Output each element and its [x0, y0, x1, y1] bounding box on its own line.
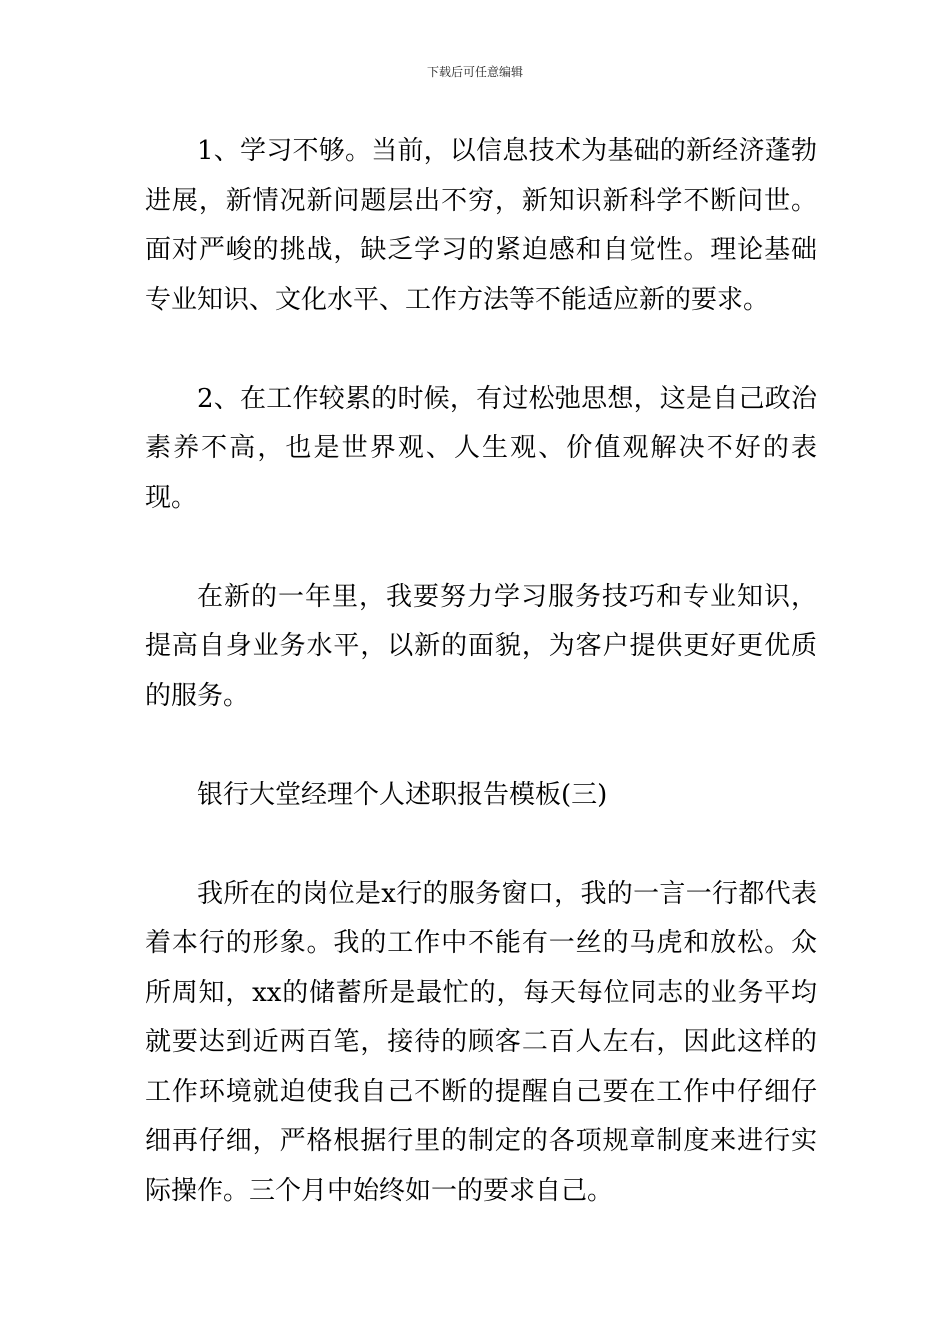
section-heading: 银行大堂经理个人述职报告模板(三) — [197, 779, 608, 810]
paragraph-learning-shortfall: 1、学习不够。当前，以信息技术为基础的新经济蓬勃进展，新情况新问题层出不穷，新知识新科学不断问世。面对严峻的挑战，缺乏学习的紧迫感和自觉性。理论基础专业知识、文化水平、工作方法等不能适应新的要求。 — [145, 136, 817, 315]
paragraph-service-window: 我所在的岗位是x行的服务窗口，我的一言一行都代表着本行的形象。我的工作中不能有一丝的马虎和放松。众所周知，xx的储蓄所是最忙的，每天每位同志的业务平均就要达到近两百笔，接待的顾客二百人左右，因此这样的工作环境就迫使我自己不断的提醒自己要在工作中仔细仔细再仔细，严格根据行里的制定的各项规章制度来进行实际操作。三个月中始终如一的要求自己。 — [145, 878, 817, 1206]
document-body — [145, 127, 817, 1216]
paragraph-new-year-plan: 在新的一年里，我要努力学习服务技巧和专业知识，提高自身业务水平，以新的面貌，为客户提供更好更优质的服务。 — [145, 581, 817, 711]
page-header-note: 下载后可任意编辑 — [426, 65, 523, 79]
paragraph-relaxed-thinking: 2、在工作较累的时候，有过松弛思想，这是自己政治素养不高，也是世界观、人生观、价值观解决不好的表现。 — [145, 383, 817, 513]
